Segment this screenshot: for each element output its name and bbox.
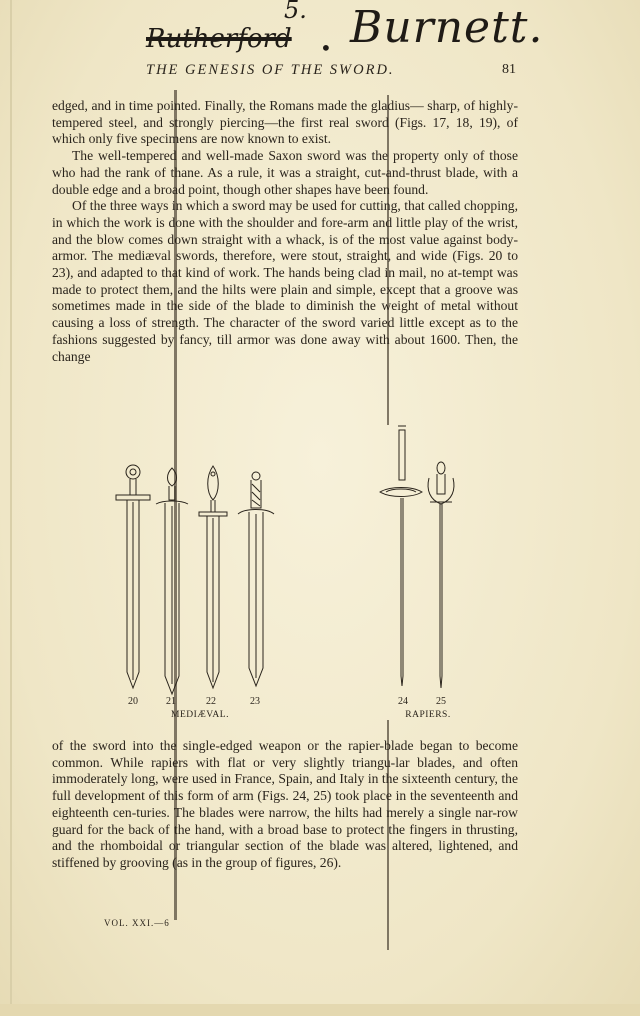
caption-rapiers: RAPIERS.: [405, 710, 451, 720]
figure-number-24: 24: [398, 696, 408, 707]
struck-through-name: Rutherford: [146, 24, 292, 54]
figure-number-22: 22: [206, 696, 216, 707]
handwritten-number: 5.: [284, 0, 307, 24]
figure-number-21: 21: [166, 696, 176, 707]
figure-number-25: 25: [436, 696, 446, 707]
sword-figure-20: [116, 465, 150, 688]
paragraph-3: Of the three ways in which a sword may be used for cutting, that called chopping, in which the work is done with the shoulder and fore-arm and little play of the wrist, and the blow comes down straight with a whack, is of the most value against body-armor. The mediæval swords, therefore, were stout, straight, and wide (Figs. 20 to 23), and adapted to that kind of work. The hands being clad in mail, no at-tempt was made to protect them, and the hilts were plain and simple, except that a groove was sometimes made in the side of the blade to diminish the weight of metal without causing a loss of strength. The character of the sword varied little except as to the fashions suggested by fancy, till armor was done away with about 1600. Then, the change: [52, 198, 518, 364]
sword-figure-23: [238, 472, 274, 686]
text-block-bottom: [52, 738, 518, 872]
figure-number-20: 20: [128, 696, 138, 707]
handwritten-name: Burnett.: [350, 2, 544, 53]
rapier-figure-25: [428, 462, 454, 688]
running-header: THE GENESIS OF THE SWORD.: [146, 62, 395, 78]
paragraph-2: The well-tempered and well-made Saxon sword was the property only of those who had the rank of thane. As a rule, it was a straight, cut-and-thrust blade, with a double edge and a broad point, though other shapes have been found.: [52, 148, 518, 197]
paragraph-1: edged, and in time pointed. Finally, the Romans made the gladius— sharp, of highly-tempered steel, and strongly piercing—the first real sword (Figs. 17, 18, 19), of which only five specimens are now known to exist.: [52, 98, 518, 147]
paragraph-4: of the sword into the single-edged weapon or the rapier-blade began to become common. While rapiers with flat or very slightly triangu-lar blades, and often immoderately long, were used in France, Spain, and Italy in the sixteenth century, the full development of this form of arm (Figs. 24, 25) took place in the seventeenth and eighteenth cen-turies. The blades were narrow, the hilts had merely a single nar-row guard for the back of the hand, with a broad base to protect the fingers in thrusting, and the rhomboidal or triangular section of the blade was altered, lightened, and stiffened by grooving (as in the group of figures, 26).: [52, 738, 518, 870]
rapier-figure-24: [380, 426, 422, 686]
handwritten-dot: •: [320, 36, 332, 60]
sword-figure-21: [156, 468, 188, 694]
sword-figure-22: [199, 466, 227, 688]
volume-footer: VOL. XXI.—6: [104, 918, 170, 928]
figure-number-23: 23: [250, 696, 260, 707]
page-number: 81: [502, 62, 516, 77]
caption-medieval: MEDIÆVAL.: [171, 710, 229, 720]
